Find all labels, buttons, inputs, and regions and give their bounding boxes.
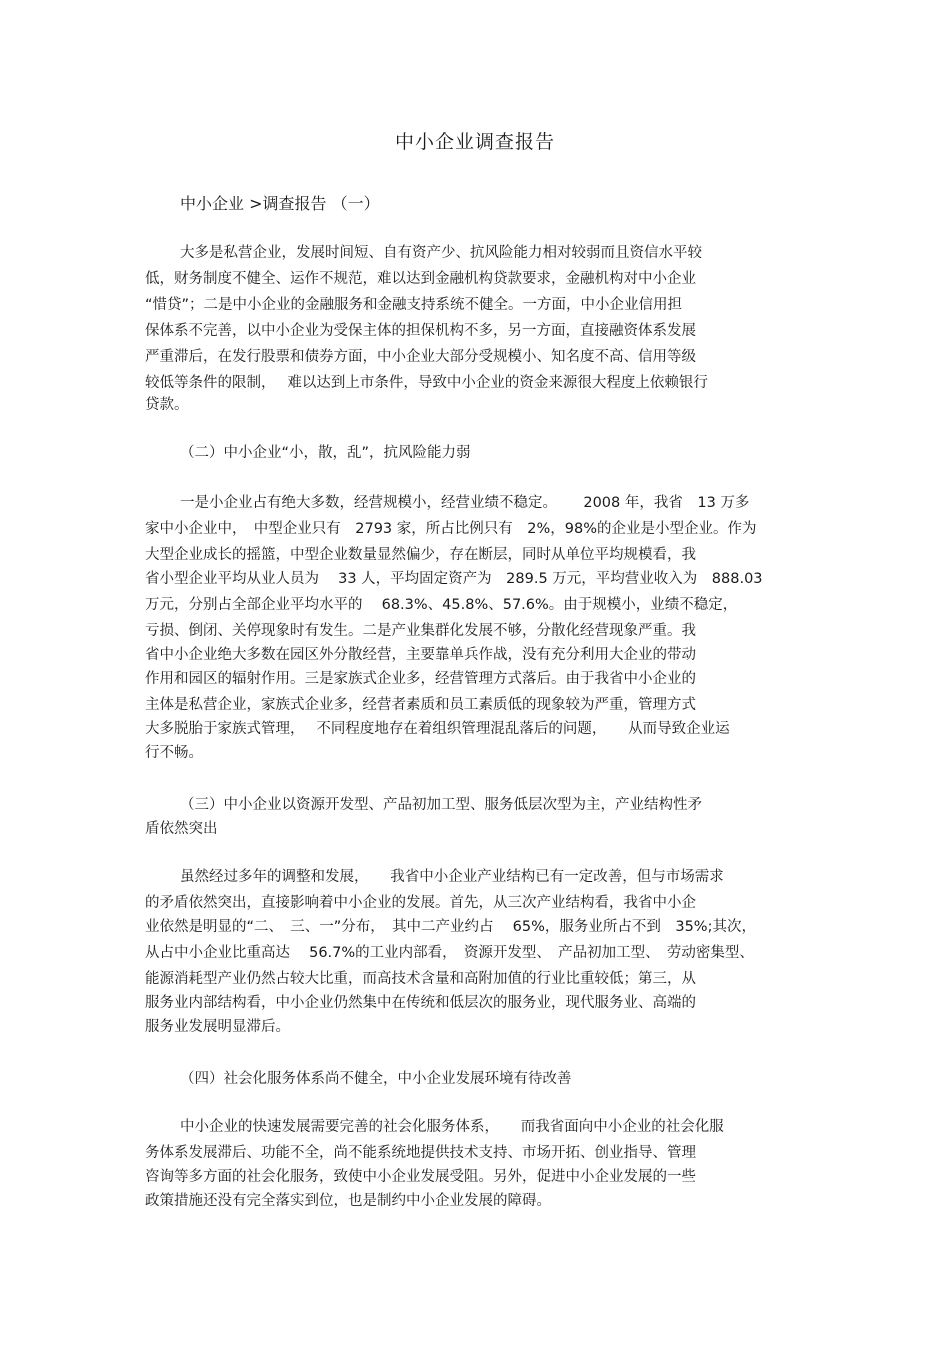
paragraph-line: 一是小企业占有绝大多数，经营规模小，经营业绩不稳定。 2008 年，我省 13 万多 (180, 495, 750, 511)
paragraph-line: 业依然是明显的“二、 三、一”分布， 其中二产业约占 65%，服务业所占不到 35%;其次， (145, 919, 756, 935)
section-heading-line: 盾依然突出 (145, 821, 218, 837)
paragraph-line: 服务业内部结构看，中小企业仍然集中在传统和低层次的服务业，现代服务业、高端的 (145, 995, 696, 1011)
paragraph-line: 大多脱胎于家族式管理， 不同程度地存在着组织管理混乱落后的问题， 从而导致企业运 (145, 721, 730, 737)
paragraph-line: 的矛盾依然突出，直接影响着中小企业的发展。首先，从三次产业结构看，我省中小企 (145, 895, 696, 911)
paragraph-line: 主体是私营企业，家族式企业多，经营者素质和员工素质低的现象较为严重，管理方式 (145, 697, 696, 713)
paragraph-line: 贷款。 (145, 397, 189, 413)
paragraph-line: 严重滞后，在发行股票和债券方面，中小企业大部分受规模小、知名度不高、信用等级 (145, 349, 696, 365)
paragraph-line: 大多是私营企业，发展时间短、自有资产少、抗风险能力相对较弱而且资信水平较 (180, 245, 702, 261)
paragraph-line: 从占中小企业比重高达 56.7%的工业内部看， 资源开发型、 产品初加工型、 劳动密集型、 (145, 945, 754, 961)
paragraph-line: 行不畅。 (145, 745, 203, 761)
document-subtitle: 中小企业 >调查报告 （一） (180, 194, 380, 213)
paragraph-line: 省小型企业平均从业人员为 33 人，平均固定资产为 289.5 万元，平均营业收入为 888.03 (145, 571, 763, 587)
paragraph-line: 大型企业成长的摇篮，中型企业数量显然偏少，存在断层，同时从单位平均规模看，我 (145, 547, 696, 563)
paragraph-line: 省中小企业绝大多数在园区外分散经营，主要靠单兵作战，没有充分利用大企业的带动 (145, 647, 696, 663)
paragraph-line: “惜贷”；二是中小企业的金融服务和金融支持系统不健全。一方面，中小企业信用担 (145, 297, 683, 313)
paragraph-line: 服务业发展明显滞后。 (145, 1019, 290, 1035)
paragraph-line: 务体系发展滞后、功能不全，尚不能系统地提供技术支持、市场开拓、创业指导、管理 (145, 1145, 696, 1161)
paragraph-line: 政策措施还没有完全落实到位，也是制约中小企业发展的障碍。 (145, 1193, 551, 1209)
paragraph-line: 咨询等多方面的社会化服务，致使中小企业发展受阻。另外，促进中小企业发展的一些 (145, 1169, 696, 1185)
paragraph-line: 较低等条件的限制， 难以达到上市条件，导致中小企业的资金来源很大程度上依赖银行 (145, 375, 708, 391)
paragraph-line: 亏损、倒闭、关停现象时有发生。二是产业集群化发展不够，分散化经营现象严重。我 (145, 623, 696, 639)
paragraph-line: 中小企业的快速发展需要完善的社会化服务体系， 而我省面向中小企业的社会化服 (180, 1119, 724, 1135)
paragraph-line: 家中小企业中， 中型企业只有 2793 家，所占比例只有 2%，98%的企业是小型企业。作为 (145, 521, 757, 537)
document-title: 中小企业调查报告 (394, 131, 555, 153)
paragraph-line: 能源消耗型产业仍然占较大比重，而高技术含量和高附加值的行业比重较低；第三，从 (145, 971, 696, 987)
section-heading-4: （四）社会化服务体系尚不健全，中小企业发展环境有待改善 (180, 1071, 572, 1087)
paragraph-line: 作用和园区的辐射作用。三是家族式企业多，经营管理方式落后。由于我省中小企业的 (145, 671, 696, 687)
section-heading-line: （三）中小企业以资源开发型、产品初加工型、服务低层次型为主，产业结构性矛 (180, 797, 702, 813)
paragraph-line: 万元，分别占全部企业平均水平的 68.3%、45.8%、57.6%。由于规模小，业绩不稳定， (145, 597, 738, 613)
section-heading-2: （二）中小企业“小，散，乱”，抗风险能力弱 (180, 445, 471, 461)
paragraph-line: 虽然经过多年的调整和发展， 我省中小企业产业结构已有一定改善，但与市场需求 (180, 869, 724, 885)
paragraph-line: 保体系不完善，以中小企业为受保主体的担保机构不多，另一方面，直接融资体系发展 (145, 323, 696, 339)
paragraph-line: 低，财务制度不健全、运作不规范，难以达到金融机构贷款要求，金融机构对中小企业 (145, 271, 696, 287)
